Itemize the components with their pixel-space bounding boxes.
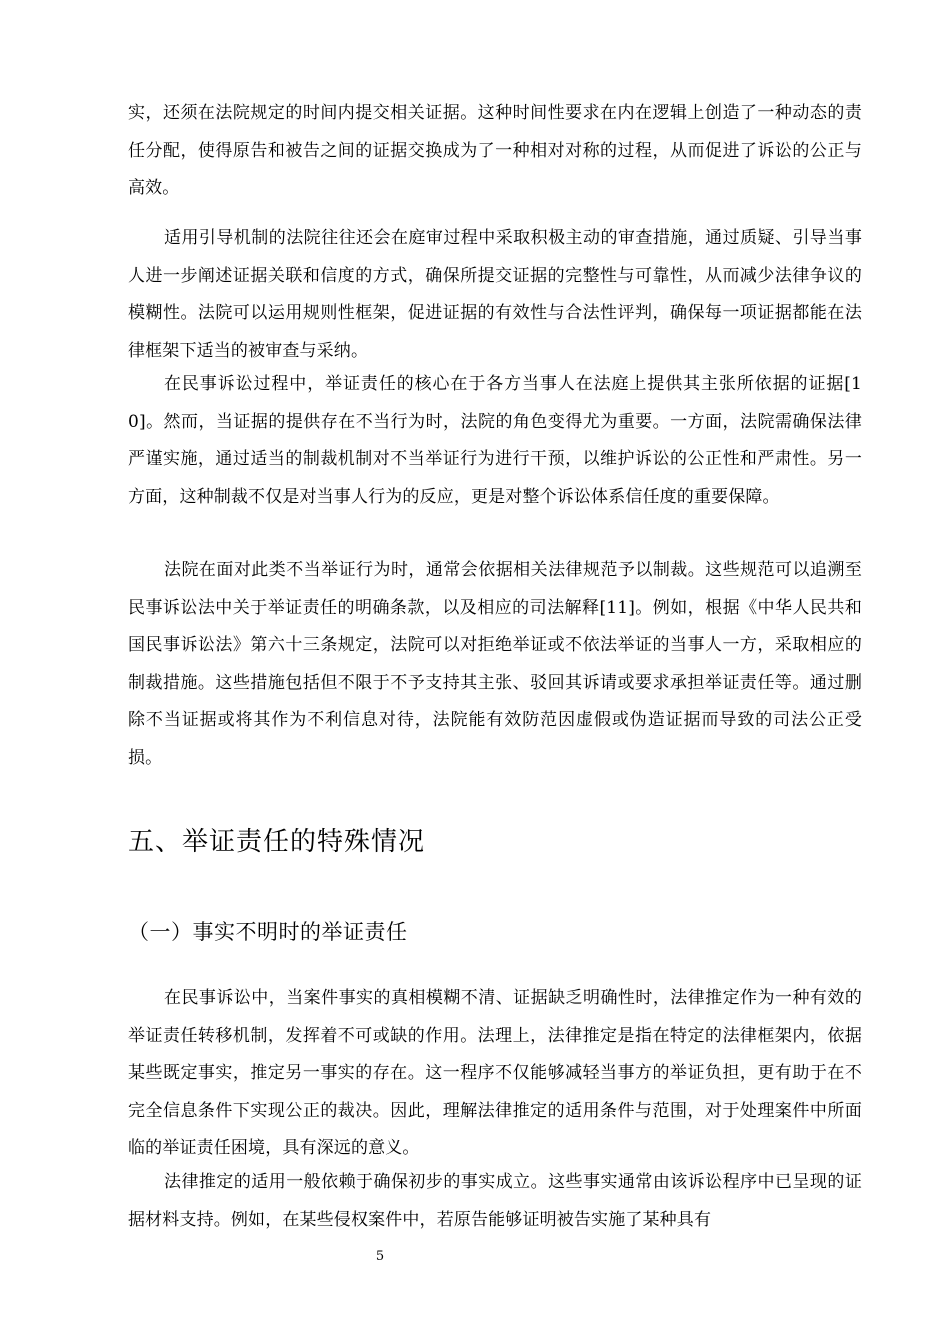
paragraph-2: 适用引导机制的法院往往还会在庭审过程中采取积极主动的审查措施，通过质疑、引导当事人进一步阐述证据关联和信度的方式，确保所提交证据的完整性与可靠性，从而减少法律争议的模糊性。法院可以运用规则性框架，促进证据的有效性与合法性评判，确保每一项证据都能在法律框架下适当的被审查与采纳。 <box>128 228 862 361</box>
section-heading: 五、举证责任的特殊情况 <box>128 827 426 857</box>
page-number: 5 <box>375 1249 385 1264</box>
paragraph-4: 法院在面对此类不当举证行为时，通常会依据相关法律规范予以制裁。这些规范可以追溯至民事诉讼法中关于举证责任的明确条款，以及相应的司法解释[11]。例如，根据《中华人民共和国民事诉讼法》第六十三条规定，法院可以对拒绝举证或不依法举证的当事人一方，采取相应的制裁措施。这些措施包括但不限于不予支持其主张、驳回其诉请或要求承担举证责任等。通过删除不当证据或将其作为不利信息对待，法院能有效防范因虚假或伪造证据而导致的司法公正受损。 <box>128 560 862 768</box>
paragraph-3: 在民事诉讼过程中，举证责任的核心在于各方当事人在法庭上提供其主张所依据的证据[10]。然而，当证据的提供存在不当行为时，法院的角色变得尤为重要。一方面，法院需确保法律严谨实施，通过适当的制裁机制对不当举证行为进行干预，以维护诉讼的公正性和严肃性。另一方面，这种制裁不仅是对当事人行为的反应，更是对整个诉讼体系信任度的重要保障。 <box>128 374 862 507</box>
paragraph-5: 在民事诉讼中，当案件事实的真相模糊不清、证据缺乏明确性时，法律推定作为一种有效的举证责任转移机制，发挥着不可或缺的作用。法理上，法律推定是指在特定的法律框架内，依据某些既定事实，推定另一事实的存在。这一程序不仅能够减轻当事方的举证负担，更有助于在不完全信息条件下实现公正的裁决。因此，理解法律推定的适用条件与范围，对于处理案件中所面临的举证责任困境，具有深远的意义。 <box>128 988 862 1158</box>
paragraph-1: 实，还须在法院规定的时间内提交相关证据。这种时间性要求在内在逻辑上创造了一种动态的责任分配，使得原告和被告之间的证据交换成为了一种相对对称的过程，从而促进了诉讼的公正与高效。 <box>128 103 862 198</box>
paragraph-6: 法律推定的适用一般依赖于确保初步的事实成立。这些事实通常由该诉讼程序中已呈现的证据材料支持。例如，在某些侵权案件中，若原告能够证明被告实施了某种具有 <box>128 1172 862 1230</box>
subsection-heading: （一）事实不明时的举证责任 <box>128 920 408 944</box>
